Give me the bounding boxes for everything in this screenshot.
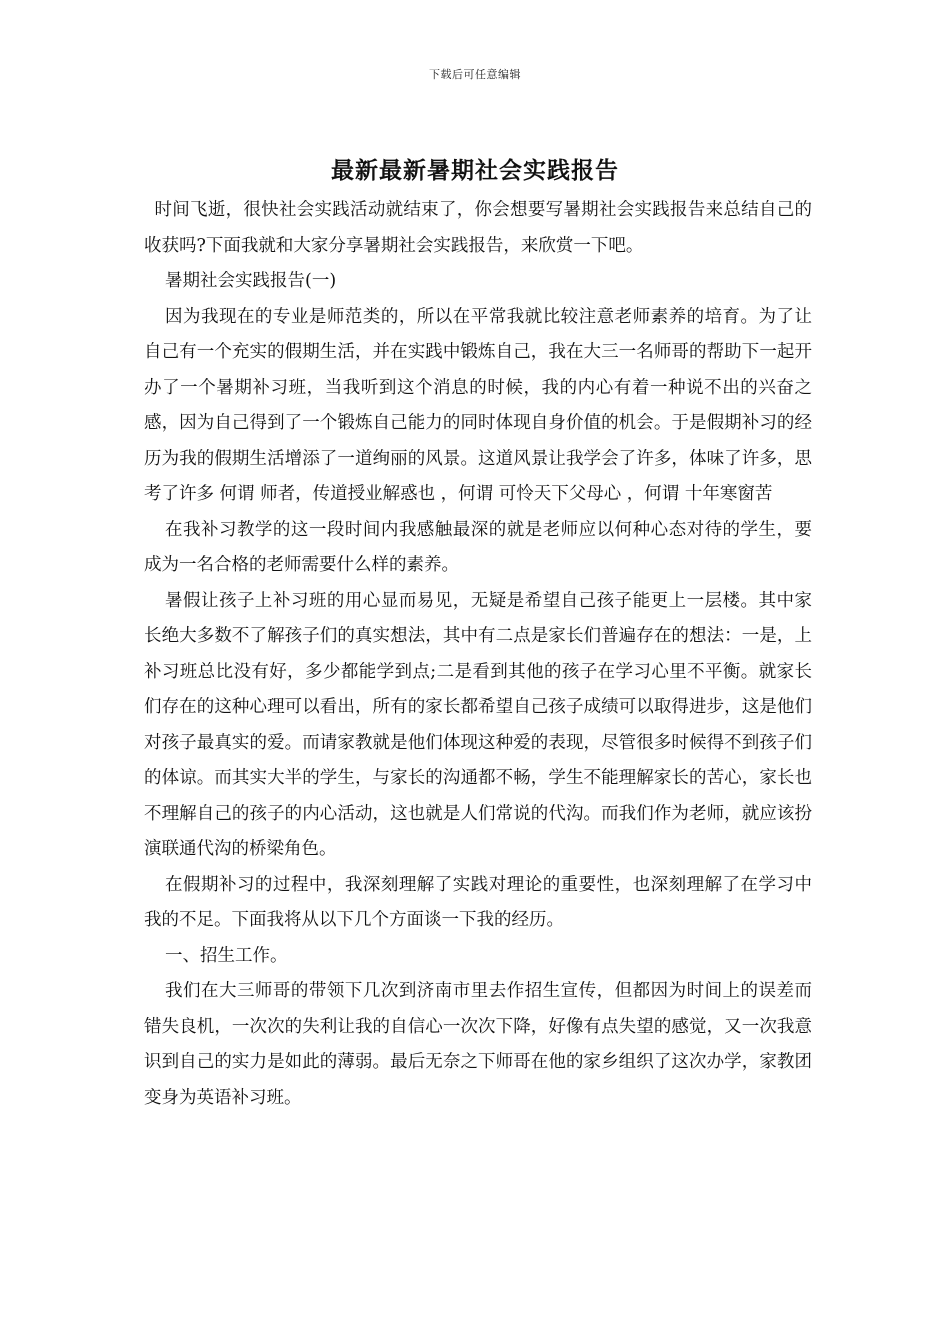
paragraph: 暑假让孩子上补习班的用心显而易见，无疑是希望自己孩子能更上一层楼。其中家长绝大多数不了解孩子们的真实想法，其中有二点是家长们普遍存在的想法：一是，上补习班总比没有好，多少都能学到点;二是看到其他的孩子在学习心里不平衡。就家长们存在的这种心理可以看出，所有的家长都希望自己孩子成绩可以取得进步，这是他们对孩子最真实的爱。而请家教就是他们体现这种爱的表现，尽管很多时候得不到孩子们的体谅。而其实大半的学生，与家长的沟通都不畅，学生不能理解家长的苦心，家长也不理解自己的孩子的内心活动，这也就是人们常说的代沟。而我们作为老师，就应该扮演联通代沟的桥梁角色。: [144, 590, 812, 859]
paragraph: 我们在大三师哥的带领下几次到济南市里去作招生宣传，但都因为时间上的误差而错失良机，一次次的失利让我的自信心一次次下降，好像有点失望的感觉，又一次我意识到自己的实力是如此的薄弱。最后无奈之下师哥在他的家乡组织了这次办学，家教团变身为英语补习班。: [144, 981, 812, 1108]
paragraph-intro: 时间飞逝，很快社会实践活动就结束了，你会想要写暑期社会实践报告来总结自己的收获吗?下面我就和大家分享暑期社会实践报告，来欣赏一下吧。: [144, 200, 812, 256]
document-title: 最新最新暑期社会实践报告: [331, 157, 619, 184]
section-heading-report-one: 暑期社会实践报告(一): [165, 271, 337, 291]
paragraph: 因为我现在的专业是师范类的，所以在平常我就比较注意老师素养的培育。为了让自己有一个充实的假期生活，并在实践中锻炼自己，我在大三一名师哥的帮助下一起开办了一个暑期补习班，当我听到这个消息的时候，我的内心有着一种说不出的兴奋之感，因为自己得到了一个锻炼自己能力的同时体现自身价值的机会。于是假期补习的经历为我的假期生活增添了一道绚丽的风景。这道风景让我学会了许多，体味了许多，思考了许多 何谓 师者，传道授业解惑也 ，何谓 可怜天下父母心 ，何谓 十年寒窗苦: [144, 306, 812, 504]
paragraph: 在假期补习的过程中，我深刻理解了实践对理论的重要性，也深刻理解了在学习中我的不足。下面我将从以下几个方面谈一下我的经历。: [144, 874, 812, 930]
section-heading-enrollment: 一、招生工作。: [165, 945, 288, 966]
document-body: [144, 193, 812, 1116]
paragraph: 在我补习教学的这一段时间内我感触最深的就是老师应以何种心态对待的学生，要成为一名合格的老师需要什么样的素养。: [144, 519, 812, 575]
header-note: 下载后可任意编辑: [429, 68, 521, 81]
